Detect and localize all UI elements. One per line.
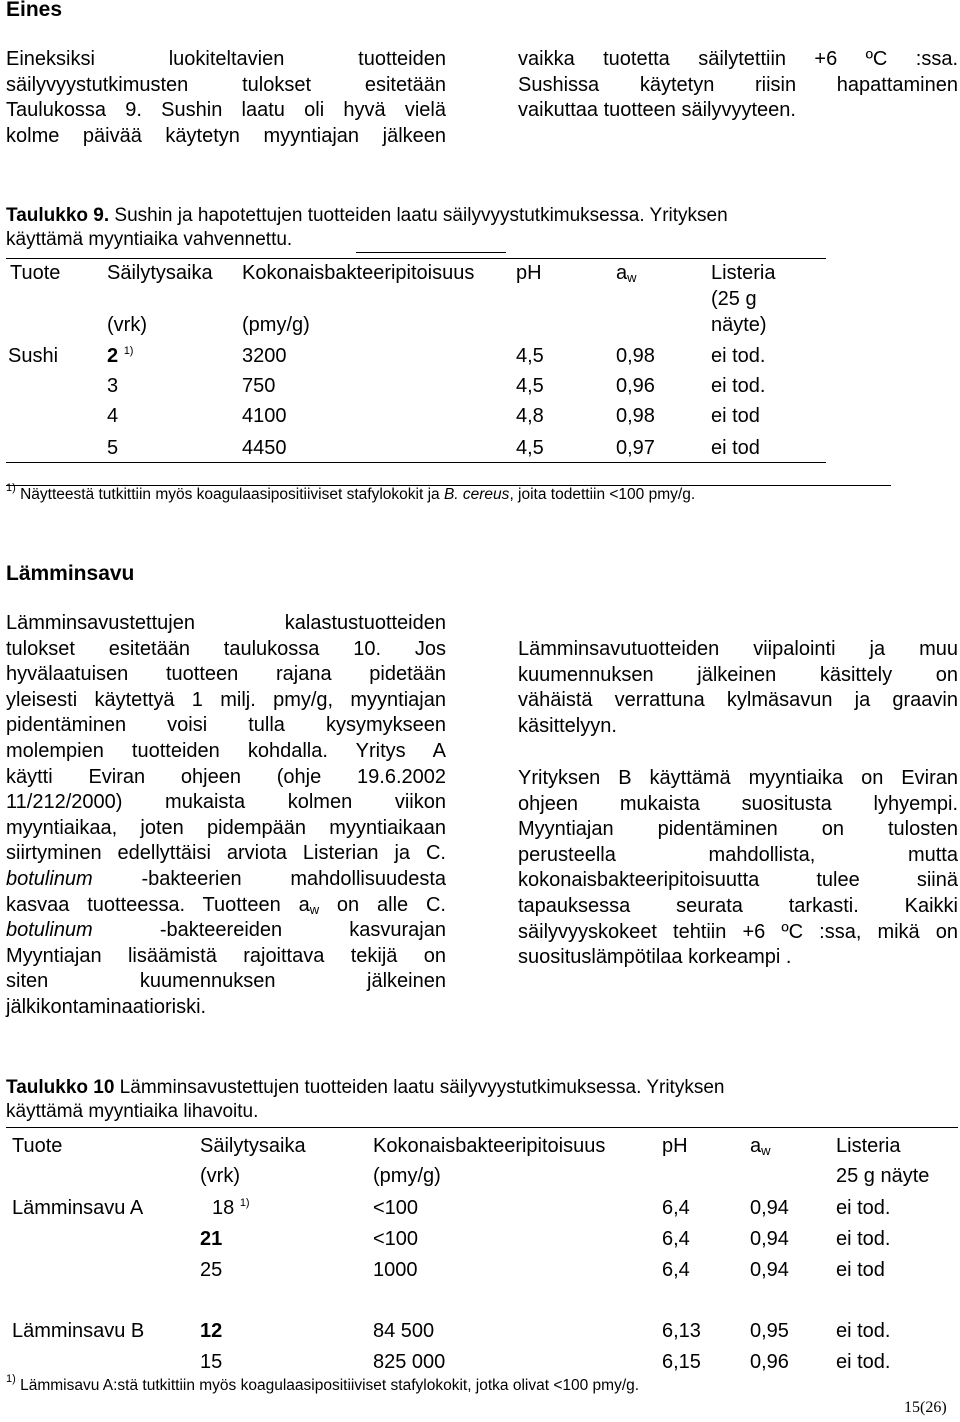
text-line: suosituslämpötilaa korkeampi .: [518, 946, 792, 969]
table10-row-count: 825 000: [373, 1351, 446, 1373]
text-line: Sushissa käytetyn riisin hapattaminen: [518, 73, 958, 96]
lamminsavu-left-paragraph: [6, 611, 446, 1021]
text-line: Taulukossa 9. Sushin laatu oli hyvä vielä: [6, 99, 446, 122]
table10-top-rule: [6, 1127, 958, 1128]
table9-row-ph: 4,8: [516, 405, 544, 427]
text-line: hyvälaatuisen tuotteen rajana pidetään: [6, 663, 446, 686]
section-heading-eines: Eines: [6, 0, 63, 21]
page-number: 15(26): [904, 1399, 947, 1416]
text-line: siirtyminen edellyttäisi arviota Listerian ja C.: [6, 842, 446, 865]
text-line: perusteella mahdollista, mutta: [518, 843, 958, 866]
table9-label: Taulukko 9.: [6, 205, 110, 226]
table9-row-count: 4450: [242, 437, 287, 459]
table9-caption-text: Sushin ja hapotettujen tuotteiden laatu säilyvyystutkimuksessa. Yrityksen: [109, 205, 728, 226]
text-line: Lämminsavustettujen kalastustuotteiden: [6, 612, 446, 634]
text-line: vähäistä verrattuna kylmäsavun ja graavin: [518, 689, 958, 712]
table9-row-aw: 0,98: [616, 345, 655, 367]
table10-row-listeria: ei tod.: [836, 1228, 891, 1250]
text-line: botulinum -bakteerien mahdollisuudesta: [6, 867, 446, 890]
table10-caption: [6, 1076, 946, 1124]
table9-row-days: 4: [107, 405, 119, 427]
table10-caption-text: Lämminsavustettujen tuotteiden laatu säilyvyystutkimuksessa. Yrityksen: [114, 1077, 725, 1098]
text-line: Eineksiksi luokiteltavien tuotteiden: [6, 48, 446, 70]
table10-row-aw: 0,94: [750, 1259, 789, 1281]
table10-row-ph: 6,4: [662, 1197, 690, 1219]
table10-row-listeria: ei tod.: [836, 1320, 891, 1342]
table9-row-ph: 4,5: [516, 345, 544, 367]
table10-row-aw: 0,96: [750, 1351, 789, 1373]
table9-header-listeria-amount: (25 g: [711, 288, 757, 310]
table9-row-ph: 4,5: [516, 437, 544, 459]
text-line: yleisesti käytettyä 1 milj. pmy/g, myyntiajan: [6, 688, 446, 711]
text-line: käytti Eviran ohjeen (ohje 19.6.2002: [6, 765, 446, 788]
section-heading-lamminsavu: Lämminsavu: [6, 562, 135, 585]
table9-row-listeria: ei tod.: [711, 345, 766, 367]
text-line: Myyntiajan pidentäminen on tulosten: [518, 818, 958, 841]
lamminsavu-right-paragraph-2: [518, 766, 958, 971]
table10-product-b: Lämminsavu B: [12, 1320, 145, 1342]
table9-header-sailytysaika-unit: (vrk): [107, 314, 147, 336]
table9-row-listeria: ei tod: [711, 405, 760, 427]
text-line: molempien tuotteiden kohdalla. Yritys A: [6, 739, 446, 762]
table9-header-ph: pH: [516, 262, 542, 284]
table9-header-kokonais-unit: (pmy/g): [242, 314, 310, 336]
table10-header-tuote: Tuote: [12, 1135, 63, 1157]
table9-row-count: 3200: [242, 345, 287, 367]
lamminsavu-right-paragraph-1: [518, 637, 958, 739]
table10-row-ph: 6,4: [662, 1228, 690, 1250]
table10-row-days: 12: [200, 1320, 223, 1342]
table10-row-ph: 6,13: [662, 1320, 701, 1342]
table10-header-kokonais-unit: (pmy/g): [373, 1165, 441, 1187]
table10-row-aw: 0,94: [750, 1197, 789, 1219]
text-line: säilyvyystutkimusten tulokset esitetään: [6, 73, 446, 96]
text-line: Lämminsavutuotteiden viipalointi ja muu: [518, 638, 958, 660]
table9-header-listeria-sample: näyte): [711, 314, 767, 336]
table10-row-count: <100: [373, 1228, 419, 1250]
table9-row-listeria: ei tod.: [711, 375, 766, 397]
text-line: vaikka tuotetta säilytettiin +6 ºC :ssa.: [518, 48, 958, 70]
table9-product: Sushi: [8, 345, 59, 367]
text-line: Myyntiajan lisäämistä rajoittava tekijä on: [6, 944, 446, 967]
eines-left-paragraph: [6, 47, 446, 149]
table10-row-days: 15: [200, 1351, 223, 1373]
text-line: ohjeen mukaista suositusta lyhyempi.: [518, 792, 958, 815]
text-line: pidentäminen voisi tulla kysymykseen: [6, 714, 446, 737]
table10-row-days: 21: [200, 1228, 223, 1250]
table9-bottom-rule: [6, 462, 826, 463]
text-line: kokonaisbakteeripitoisuutta tulee siinä: [518, 869, 958, 892]
table9-header-tuote: Tuote: [10, 262, 61, 284]
table10-caption-line2: käyttämä myyntiaika lihavoitu.: [6, 1101, 259, 1122]
table9-top-rule: [6, 258, 826, 259]
text-line: tulokset esitetään taulukossa 10. Jos: [6, 637, 446, 660]
table10-label: Taulukko 10: [6, 1077, 115, 1098]
text-line: käsittelyyn.: [518, 714, 617, 737]
table9-row-ph: 4,5: [516, 375, 544, 397]
table10-header-listeria-sample: 25 g näyte: [836, 1165, 930, 1187]
table10-header-listeria: Listeria: [836, 1135, 901, 1157]
table9-row-aw: 0,97: [616, 437, 655, 459]
table10-row-listeria: ei tod.: [836, 1351, 891, 1373]
table9-header-kokonais: Kokonaisbakteeripitoisuus: [242, 262, 475, 284]
table9-row-days: 5: [107, 437, 119, 459]
text-line: jälkikontaminaatioriski.: [6, 995, 207, 1018]
table10-header-sailytysaika-unit: (vrk): [200, 1165, 240, 1187]
table10-row-days: 18 $^{1)}$: [212, 1197, 250, 1219]
text-line: säilyvyyskokeet tehtiin +6 ºC :ssa, mikä on: [518, 920, 958, 943]
table10-footnote: $^{1)}$ Lämmisavu A:stä tutkittiin myös koagulaasipositiiviset stafylokokit, jotka olivat <100 pmy/g.: [6, 1373, 640, 1394]
eines-right-paragraph: [518, 47, 958, 124]
table10-row-count: 84 500: [373, 1320, 435, 1342]
text-line: kuumennuksen jälkeinen käsittely on: [518, 663, 958, 686]
table10-row-aw: 0,95: [750, 1320, 789, 1342]
text-line: siten kuumennuksen jälkeinen: [6, 970, 446, 993]
table10-row-listeria: ei tod.: [836, 1197, 891, 1219]
text-line: 11/212/2000) mukaista kolmen viikon: [6, 791, 446, 814]
table10-row-days: 25: [200, 1259, 223, 1281]
table9-row-count: 750: [242, 375, 276, 397]
table9-header-listeria: Listeria: [711, 262, 776, 284]
table10-row-count: <100: [373, 1197, 419, 1219]
table10-header-aw: $a_w$: [750, 1135, 771, 1158]
table10-header-kokonais: Kokonaisbakteeripitoisuus: [373, 1135, 606, 1157]
text-line: tapauksessa seurata tarkasti. Kaikki: [518, 894, 958, 917]
table9-row-count: 4100: [242, 405, 287, 427]
table10-product-a: Lämminsavu A: [12, 1197, 144, 1219]
text-line: myyntiaikaa, joten pidempään myyntiaikaan: [6, 816, 446, 839]
table9-row-aw: 0,96: [616, 375, 655, 397]
table10-row-aw: 0,94: [750, 1228, 789, 1250]
table10-row-listeria: ei tod: [836, 1259, 885, 1281]
table10-row-ph: 6,4: [662, 1259, 690, 1281]
text-line: Yrityksen B käyttämä myyntiaika on Eviran: [518, 767, 958, 789]
table9-header-sailytysaika: Säilytysaika: [107, 262, 213, 284]
table10-header-sailytysaika: Säilytysaika: [200, 1135, 306, 1157]
text-line: botulinum -bakteereiden kasvurajan: [6, 919, 446, 942]
table9-caption-line2: käyttämä myyntiaika vahvennettu.: [6, 229, 293, 250]
text-line: kasvaa tuotteessa. Tuotteen $a_w$ on alle C.: [6, 893, 446, 917]
table9-row-listeria: ei tod: [711, 437, 760, 459]
text-line: vaikuttaa tuotteen säilyvyyteen.: [518, 99, 796, 122]
table10-row-ph: 6,15: [662, 1351, 701, 1373]
caption-underline: [356, 252, 506, 253]
table9-row-aw: 0,98: [616, 405, 655, 427]
table9-footnote: $^{1)}$ Näytteestä tutkittiin myös koagulaasipositiiviset stafylokokit ja B. cereus, joita todettiin <100 pmy/g.: [6, 482, 696, 503]
table9-row-days: 2 $^{1)}$: [107, 345, 134, 367]
table9-row-days: 3: [107, 375, 119, 397]
table9-header-aw: $a_w$: [616, 262, 637, 285]
table9-caption: [6, 204, 946, 252]
table10-header-ph: pH: [662, 1135, 688, 1157]
table10-row-count: 1000: [373, 1259, 418, 1281]
text-line: kolme päivää käytetyn myyntiajan jälkeen: [6, 124, 446, 147]
